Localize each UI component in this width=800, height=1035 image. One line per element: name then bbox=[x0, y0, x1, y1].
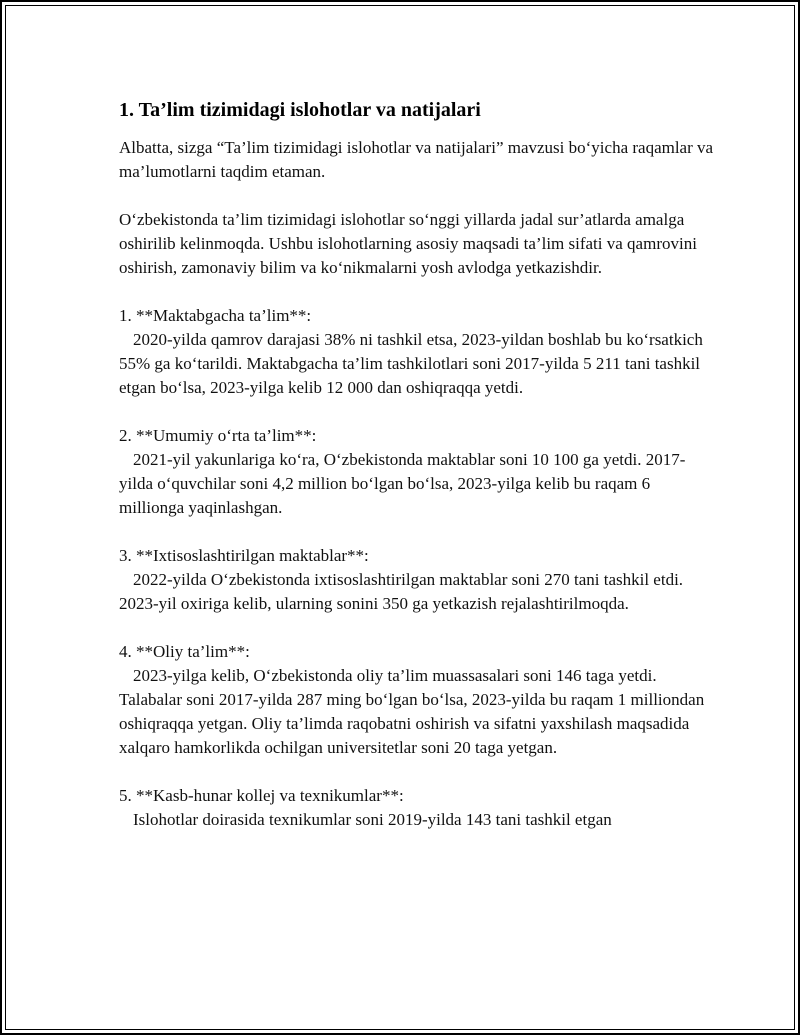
section-body: 2023-yilga kelib, O‘zbekistonda oliy ta’lim muassasalari soni 146 taga yetdi. Talabalar soni 2017-yilda 287 ming bo‘lgan bo‘lsa, 2023-yilda bu raqam 1 milliondan oshiqraqqa yetgan. Oliy ta’limda raqobatni oshirish va sifatni yaxshilash maqsadida xalqaro hamkorlikda ochilgan universitetlar soni 20 taga yetgan. bbox=[119, 666, 705, 757]
section-heading: 2. **Umumiy o‘rta ta’lim**: bbox=[119, 426, 317, 445]
intro-paragraph-2: O‘zbekistonda ta’lim tizimidagi islohotlar so‘nggi yillarda jadal sur’atlarda amalga oshirilib kelinmoqda. Ushbu islohotlarning asosiy maqsadi ta’lim sifati va qamrovini oshirish, zamonaviy bilim va ko‘nikmalarni yosh avlodga yetkazishdir. bbox=[119, 210, 697, 277]
section-specialized-schools bbox=[119, 544, 719, 616]
document-content bbox=[119, 96, 719, 856]
section-body: Islohotlar doirasida texnikumlar soni 2019-yilda 143 tani tashkil etgan bbox=[133, 810, 612, 829]
section-heading: 3. **Ixtisoslashtirilgan maktablar**: bbox=[119, 546, 369, 565]
intro-paragraph-1: Albatta, sizga “Ta’lim tizimidagi islohotlar va natijalari” mavzusi bo‘yicha raqamlar va ma’lumotlarni taqdim etaman. bbox=[119, 138, 714, 181]
section-heading: 4. **Oliy ta’lim**: bbox=[119, 642, 250, 661]
section-heading: 5. **Kasb-hunar kollej va texnikumlar**: bbox=[119, 786, 404, 805]
section-vocational-colleges bbox=[119, 784, 719, 832]
section-general-secondary bbox=[119, 424, 719, 520]
section-higher-education bbox=[119, 640, 719, 760]
document-title: 1. Ta’lim tizimidagi islohotlar va natijalari bbox=[119, 99, 481, 121]
section-body: 2020-yilda qamrov darajasi 38% ni tashkil etsa, 2023-yildan boshlab bu ko‘rsatkich 55% ga ko‘tarildi. Maktabgacha ta’lim tashkilotlari soni 2017-yilda 5 211 tani tashkil etgan bo‘lsa, 2023-yilga kelib 12 000 dan oshiqraqqa yetdi. bbox=[119, 330, 703, 397]
section-body: 2022-yilda O‘zbekistonda ixtisoslashtirilgan maktablar soni 270 tani tashkil etdi. 2023-yil oxiriga kelib, ularning sonini 350 ga yetkazish rejalashtirilmoqda. bbox=[119, 570, 684, 613]
section-preschool bbox=[119, 304, 719, 400]
section-heading: 1. **Maktabgacha ta’lim**: bbox=[119, 306, 312, 325]
section-body: 2021-yil yakunlariga ko‘ra, O‘zbekistonda maktablar soni 10 100 ga yetdi. 2017-yilda o‘quvchilar soni 4,2 million bo‘lgan bo‘lsa, 2023-yilga kelib bu raqam 6 millionga yaqinlashgan. bbox=[119, 450, 686, 517]
